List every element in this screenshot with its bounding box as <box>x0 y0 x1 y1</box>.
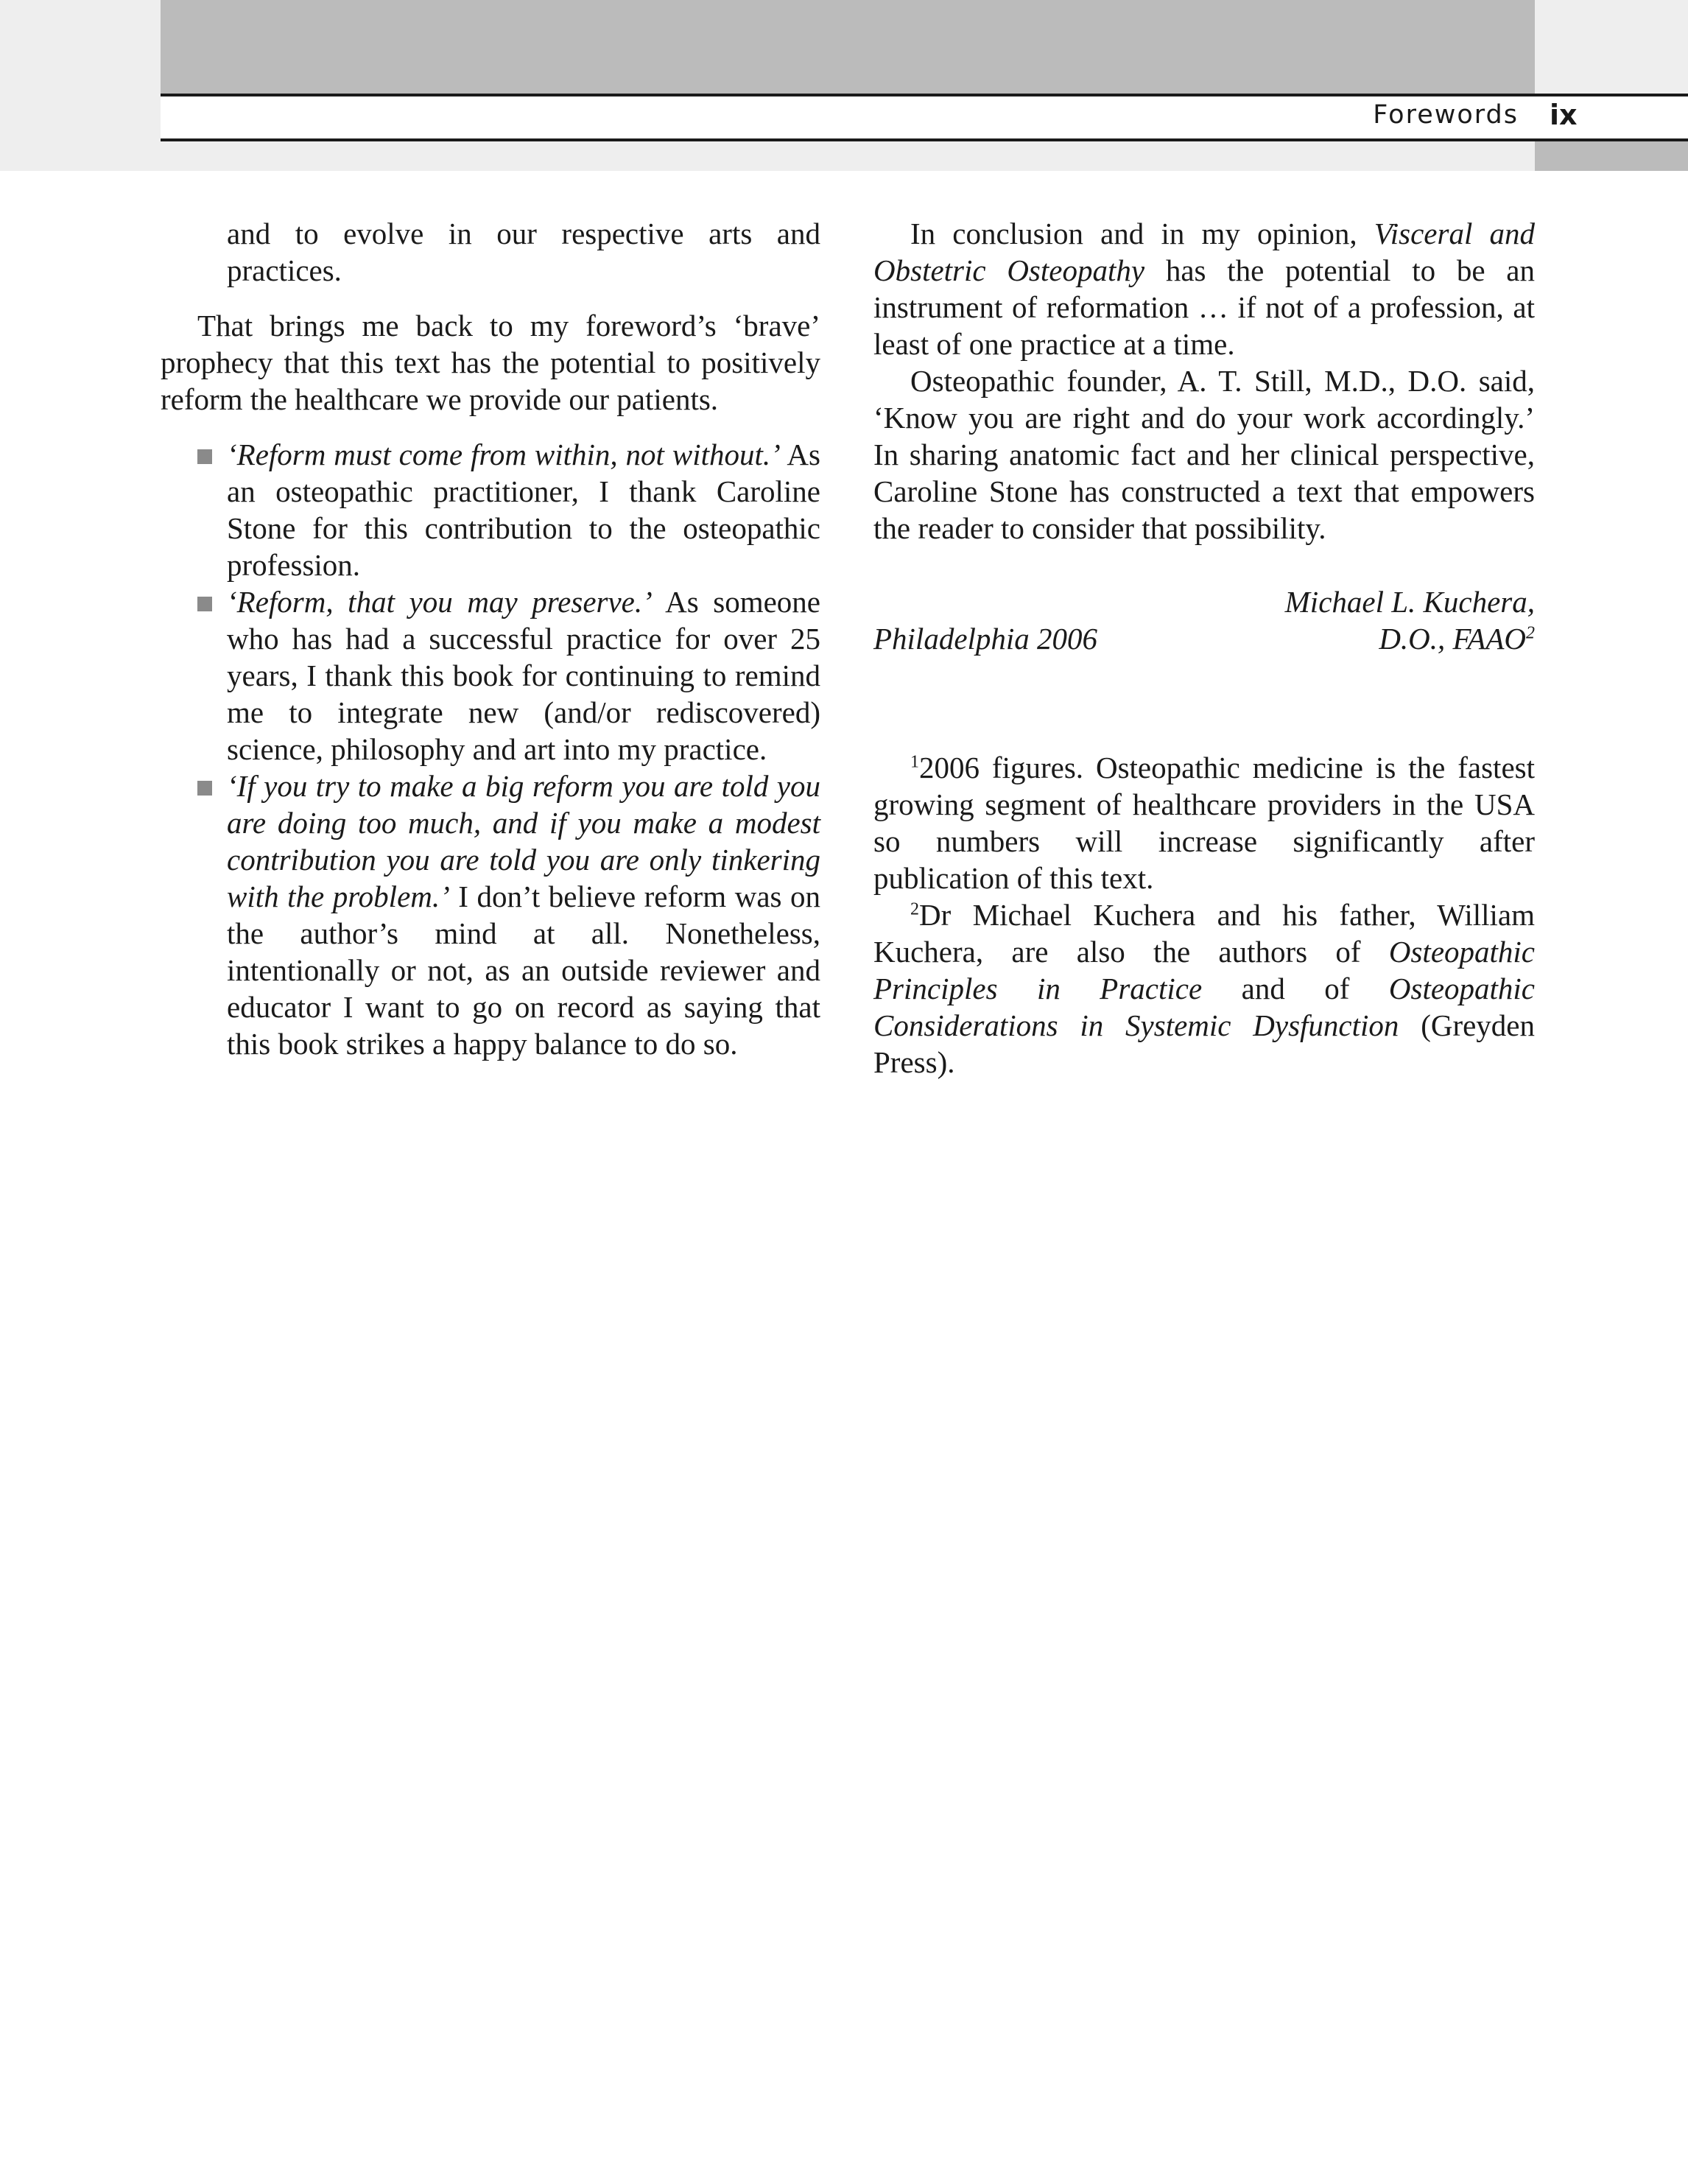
bullet-quote: ‘Reform must come from within, not without.’ <box>227 438 781 471</box>
footnote-1 <box>873 749 1535 896</box>
header-gray-bar <box>161 0 1535 94</box>
footnote-marker: 2 <box>910 899 919 919</box>
page-number: ix <box>1550 99 1578 131</box>
conclusion-before: In conclusion and in my opinion, <box>910 217 1374 250</box>
corner-tab <box>1535 141 1688 171</box>
footnote-text: 2006 figures. Osteopathic medicine is the fastest growing segment of healthcare providers in the USA so numbers will increase significantly after publication of this text. <box>873 751 1535 895</box>
signature-credentials: D.O., FAAO <box>1379 622 1526 656</box>
footnote-text: Dr Michael Kuchera and his father, William Kuchera, are also the authors of <box>873 898 1535 969</box>
bullet-quote: ‘If you try to make a big reform you are told you are doing too much, and if you make a modest contribution you are told you are only tinkering with the problem.’ <box>227 769 820 913</box>
book-title: Visceral and Obstetric Osteopathy <box>873 217 1535 287</box>
list-item <box>161 436 820 583</box>
footnotes <box>873 749 1535 1081</box>
signature-credentials-wrap <box>1379 620 1535 657</box>
square-bullet-icon <box>197 449 212 464</box>
footnote-text: (Greyden Press). <box>873 1008 1535 1079</box>
bullet-quote: ‘Reform, that you may preserve.’ <box>227 585 653 619</box>
signature-block <box>873 583 1535 657</box>
footnote-marker: 1 <box>910 752 919 772</box>
left-column <box>161 215 820 1062</box>
signature-row <box>873 620 1535 657</box>
bullet-text: As an osteopathic practitioner, I thank Caroline Stone for this contribution to the osteopathic profession. <box>227 438 820 582</box>
bullet-text: I don’t believe reform was on the author’s mind at all. Nonetheless, intentionally or not, as an outside reviewer and educator I want to go on record as saying that this book strikes a happy balance to do so. <box>227 879 820 1061</box>
still-paragraph: Osteopathic founder, A. T. Still, M.D., D.O. said, ‘Know you are right and do your work accordingly.’ In sharing anatomic fact and her clinical perspective, Caroline Stone has constructed a text that empowers the reader to consider that possibility. <box>873 364 1535 545</box>
square-bullet-icon <box>197 597 212 611</box>
signature-footnote-marker: 2 <box>1526 623 1535 643</box>
list-item <box>161 768 820 1062</box>
bullet-list <box>161 436 820 1062</box>
right-column <box>873 215 1535 1081</box>
footnote-title: Osteopathic Considerations in Systemic Dysfunction <box>873 972 1536 1042</box>
footnote-2 <box>873 896 1535 1081</box>
square-bullet-icon <box>197 781 212 796</box>
bullet-text: As someone who has had a successful practice for over 25 years, I thank this book for continuing to remind me to integrate new (and/or rediscovered) science, philosophy and art into my practice. <box>227 585 820 766</box>
running-head: Forewords <box>1373 100 1519 130</box>
signature-place-date: Philadelphia 2006 <box>873 622 1098 656</box>
conclusion-paragraph <box>873 215 1535 362</box>
signature-name: Michael L. Kuchera, <box>1284 585 1535 619</box>
conclusion-after: has the potential to be an instrument of reformation … if not of a profession, at least of one practice at a time. <box>873 253 1535 361</box>
footnote-title: Osteopathic Principles in Practice <box>873 935 1535 1005</box>
continuation-text: and to evolve in our respective arts and practices. <box>227 217 820 287</box>
header-rule-bottom <box>161 138 1688 141</box>
list-item <box>161 583 820 768</box>
header-rule-top <box>161 94 1688 96</box>
body-paragraph: That brings me back to my foreword’s ‘brave’ prophecy that this text has the potential to positively reform the healthcare we provide our patients. <box>161 309 820 416</box>
footnote-text: and of <box>1202 972 1389 1005</box>
